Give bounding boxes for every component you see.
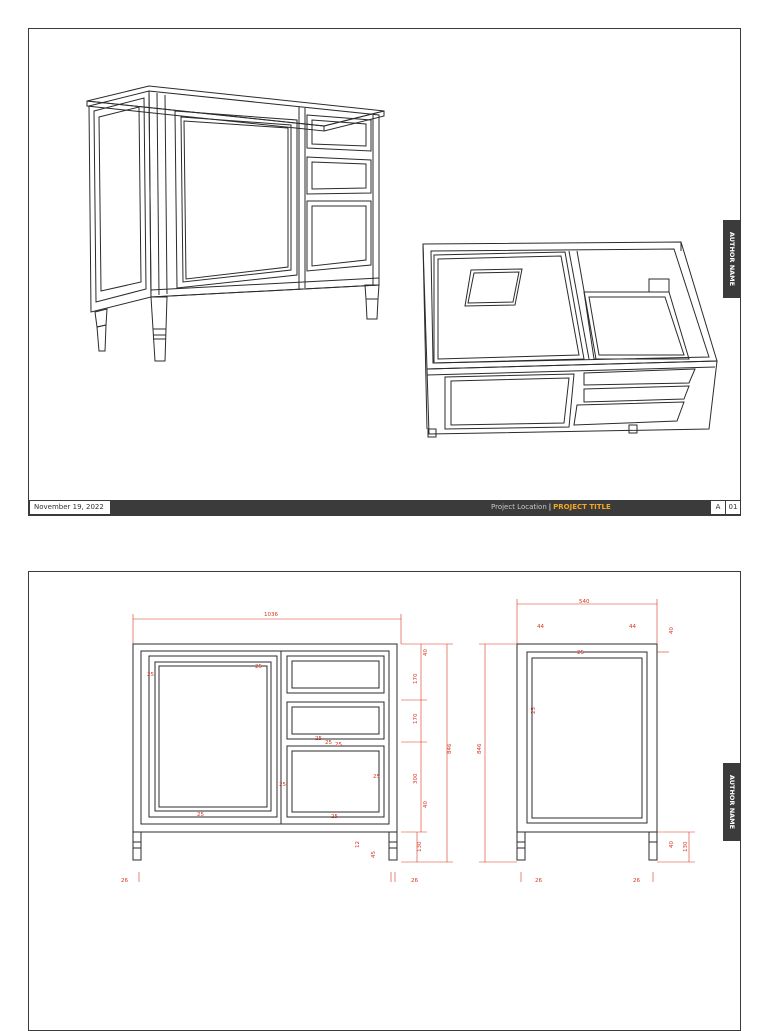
dim-overall-height: 846	[447, 743, 453, 754]
dim-side-bottom-rail: 40	[669, 841, 675, 848]
sheet-2	[28, 571, 741, 1031]
dim-side-leg-height: 130	[683, 841, 689, 852]
title-block	[29, 500, 740, 515]
dim-bottom-rail: 40	[423, 801, 429, 808]
sheet-number: 01	[725, 501, 740, 514]
isometric-views	[29, 29, 740, 499]
dim-side-height: 846	[477, 743, 483, 754]
title-separator: |	[548, 503, 552, 511]
vanity-top-down-view	[423, 242, 717, 437]
author-name-label: AUTHOR NAME	[728, 231, 736, 287]
dim-side-gap: 12	[355, 841, 361, 848]
project-title: PROJECT TITLE	[553, 503, 611, 511]
sheet-1	[28, 28, 741, 516]
project-location-line	[491, 500, 611, 515]
sheet-letter: A	[711, 501, 725, 514]
dimension-lines	[133, 599, 695, 882]
dim-door-margin: 25	[147, 672, 154, 678]
elevation-views	[29, 572, 740, 1027]
dim-door-side-margin: 25	[279, 782, 286, 788]
dim-side-depth: 540	[579, 599, 590, 605]
front-elevation	[133, 644, 397, 860]
project-location: Project Location	[491, 503, 547, 511]
dim-side-top-rail: 40	[669, 627, 675, 634]
dim-side-panel-top: 25	[577, 650, 584, 656]
dim-side-panel-side: 25	[531, 707, 537, 714]
author-name-tab	[723, 220, 741, 298]
dim-drawer-3: 300	[413, 773, 419, 784]
dim-side-leg-right: 26	[633, 878, 640, 884]
author-name-tab-2	[723, 763, 741, 841]
dimension-labels	[121, 599, 689, 884]
dim-drawer-margin-e: 25	[331, 814, 338, 820]
dim-door-top-margin: 25	[255, 664, 262, 670]
dim-door-bottom-margin: 25	[197, 812, 204, 818]
dim-leg-width-right: 26	[411, 878, 418, 884]
dim-leg-width-left: 26	[121, 878, 128, 884]
dim-side-right-stile: 44	[629, 624, 636, 630]
dim-kick: 45	[371, 851, 377, 858]
side-elevation	[517, 644, 657, 860]
dim-leg-height: 130	[417, 841, 423, 852]
dim-side-left-stile: 44	[537, 624, 544, 630]
dim-overall-width: 1036	[264, 612, 278, 618]
dim-top-rail: 40	[423, 649, 429, 656]
dim-drawer-margin-a: 25	[315, 736, 322, 742]
dim-drawer-margin-b: 25	[325, 740, 332, 746]
drawing-date: November 19, 2022	[29, 500, 111, 515]
dim-drawer-margin-d: 25	[373, 774, 380, 780]
dim-drawer-2: 170	[413, 713, 419, 724]
dim-drawer-margin-c: 25	[335, 742, 342, 748]
dim-drawer-1: 170	[413, 673, 419, 684]
author-name-label-2: AUTHOR NAME	[728, 774, 736, 830]
vanity-perspective-view	[87, 86, 384, 361]
dim-side-leg-left: 26	[535, 878, 542, 884]
